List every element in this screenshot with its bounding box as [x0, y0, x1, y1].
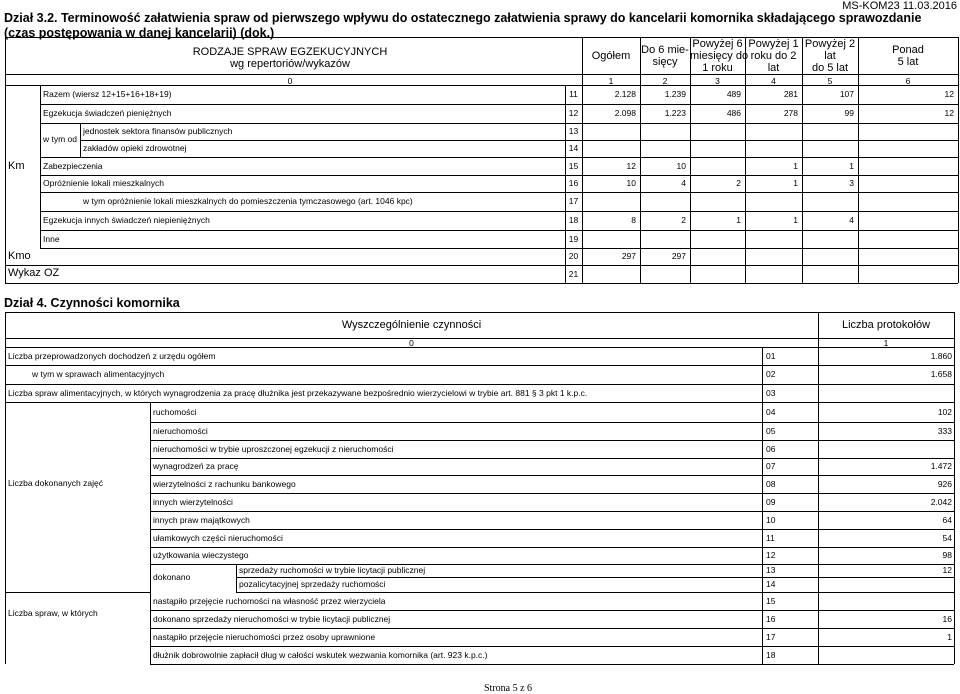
cell-value: 281	[783, 89, 798, 99]
column-header-count: Liczba protokołów	[841, 319, 931, 331]
rule-horizontal	[150, 493, 954, 494]
row-number: 15	[568, 160, 579, 171]
column-header-2: miesięcy do	[690, 49, 749, 62]
rule-horizontal	[80, 140, 958, 141]
row-label: pozalicytacyjnej sprzedaży ruchomości	[239, 579, 386, 589]
cell-value: 1.239	[664, 89, 686, 99]
cell-value: 64	[942, 514, 952, 525]
rule-horizontal	[5, 74, 958, 75]
column-header-4: do 5 lat	[811, 61, 849, 74]
row-number: 16	[766, 613, 776, 624]
section-4-title: Dział 4. Czynności komornika	[4, 296, 180, 310]
rule-horizontal	[150, 564, 236, 565]
row-label: ułamkowych części nieruchomości	[153, 532, 283, 543]
cell-value: 1	[793, 178, 798, 188]
rule-vertical	[5, 85, 6, 283]
cell-value: 1	[736, 215, 741, 225]
cell-value: 3	[849, 178, 854, 188]
section-title: Dział 3.2. Terminowość załatwienia spraw od pierwszego wpływu do ostatecznego załatwienia sprawy do kancelarii komornika składającego sprawozdanie (czas postępowania w danej kancelarii) (dok.)	[4, 11, 922, 40]
group-label-spraw: Liczba spraw, w których	[8, 608, 98, 618]
column-number: 1	[883, 338, 889, 348]
column-header-2: Powyżej 6	[692, 37, 743, 50]
cell-value: 8	[631, 215, 636, 225]
rule-horizontal	[5, 592, 150, 593]
rule-vertical	[762, 347, 763, 664]
label-km: Km	[8, 160, 25, 172]
row-label: Liczba przeprowadzonych dochodzeń z urzędu ogółem	[8, 351, 216, 361]
row-label: w tym opróżnienie lokali mieszkalnych do pomieszczenia tymczasowego (art. 1046 kpc)	[83, 196, 413, 206]
cell-value: 1	[849, 160, 854, 171]
cell-value: 12	[942, 565, 952, 575]
row-number: 18	[766, 649, 776, 660]
column-number: 1	[608, 76, 614, 86]
cell-value: 4	[681, 178, 686, 188]
cell-value: 99	[844, 108, 854, 118]
rule-vertical	[5, 347, 6, 664]
row-label: Opróżnienie lokali mieszkalnych	[43, 178, 164, 188]
cell-value: 10	[676, 160, 686, 171]
rule-horizontal	[5, 365, 954, 366]
row-number: 18	[568, 215, 579, 225]
cell-value: 1.472	[930, 461, 952, 471]
row-number: 11	[569, 89, 578, 99]
rule-horizontal	[150, 458, 954, 459]
rule-horizontal	[40, 104, 958, 105]
column-header-0: Ogółem	[591, 49, 631, 62]
cell-value: 4	[849, 215, 854, 225]
column-number: 6	[905, 76, 911, 86]
rule-vertical	[236, 564, 237, 592]
row-label: nastąpiło przejęcie nieruchomości przez osoby uprawnione	[153, 631, 376, 642]
cell-value: 12	[944, 108, 954, 118]
cell-value: 2.042	[930, 496, 952, 507]
row-label: sprzedaży ruchomości w trybie licytacji publicznej	[239, 565, 426, 575]
column-header-4: Powyżej 2	[804, 37, 856, 50]
rule-horizontal	[150, 511, 954, 512]
column-number: 2	[662, 76, 668, 86]
rule-horizontal	[236, 592, 954, 593]
row-number: 07	[766, 461, 776, 471]
row-label: w tym w sprawach alimentacyjnych	[32, 369, 165, 379]
cell-value: 297	[621, 251, 636, 261]
column-header-repertoria: wg repertoriów/wykazów	[230, 58, 350, 70]
cell-value: 1.223	[664, 108, 686, 118]
row-number: 13	[766, 565, 776, 575]
row-number: 12	[568, 108, 579, 118]
cell-value: 12	[944, 89, 954, 99]
rule-horizontal	[40, 175, 958, 176]
rule-horizontal	[40, 157, 958, 158]
rule-horizontal	[150, 475, 954, 476]
cell-value: 54	[942, 532, 952, 543]
rule-vertical	[958, 37, 959, 85]
rule-horizontal	[150, 646, 954, 647]
row-number: 14	[766, 579, 776, 589]
row-number: 01	[766, 351, 776, 361]
column-header-4: lat	[824, 49, 836, 62]
column-header-3: roku do 2	[750, 49, 797, 62]
row-label: Inne	[43, 233, 60, 244]
row-label: innych wierzytelności	[153, 496, 233, 507]
cell-value: 16	[942, 613, 952, 624]
cell-value: 2.098	[614, 108, 636, 118]
rule-horizontal	[150, 440, 954, 441]
column-header-2: 1 roku	[702, 61, 733, 74]
label-w-tym-od: w tym od	[43, 134, 78, 144]
row-number: 08	[766, 478, 776, 489]
column-header-3: Powyżej 1	[748, 37, 799, 50]
page-footer: Strona 5 z 6	[484, 683, 533, 694]
column-header-5: 5 lat	[897, 55, 919, 68]
cell-value: 333	[937, 425, 952, 436]
row-label: nieruchomości	[153, 425, 208, 436]
row-number: 14	[568, 143, 579, 153]
rule-horizontal	[40, 248, 958, 249]
row-number: 19	[568, 233, 579, 244]
label-wykaz-oz: Wykaz OZ	[8, 267, 60, 279]
row-label: ruchomości	[153, 406, 197, 417]
rule-horizontal	[150, 610, 954, 611]
cell-value: 486	[726, 108, 741, 118]
rule-horizontal	[40, 211, 958, 212]
label-dokonano: dokonano	[153, 572, 191, 582]
rule-vertical	[150, 402, 151, 664]
row-label: Egzekucja świadczeń pieniężnych	[43, 108, 172, 118]
rule-vertical	[5, 37, 6, 85]
cell-value: 1	[793, 160, 798, 171]
label-kmo: Kmo	[8, 250, 31, 262]
rule-horizontal	[40, 230, 958, 231]
column-header-1: Do 6 mie-	[641, 43, 689, 56]
row-number: 15	[766, 595, 776, 606]
row-label: Liczba spraw alimentacyjnych, w których wynagrodzenia za pracę dłużnika jest przekazywane bezpośrednio wierzycielowi w trybie art. 881 § 3 pkt 1 k.p.c.	[8, 387, 588, 398]
row-label: Zabezpieczenia	[43, 160, 103, 171]
cell-value: 102	[937, 406, 952, 417]
row-label: innych praw majątkowych	[153, 514, 250, 525]
row-label: nieruchomości w trybie uproszczonej egzekucji z nieruchomości	[153, 443, 394, 454]
rule-vertical	[958, 85, 959, 283]
row-label: wierzytelności z rachunku bankowego	[153, 478, 296, 489]
group-label-zajec: Liczba dokonanych zajęć	[8, 478, 103, 488]
column-number: 3	[715, 76, 720, 86]
row-label: wynagrodzeń za pracę	[153, 461, 239, 471]
rule-vertical	[954, 347, 955, 664]
row-number: 17	[568, 196, 579, 206]
column-header-1: sięcy	[652, 55, 678, 68]
row-label: dokonano sprzedaży nieruchomości w trybie licytacji publicznej	[153, 613, 391, 624]
rule-horizontal	[40, 123, 958, 124]
column-header-spec: Wyszczególnienie czynności	[341, 319, 482, 331]
cell-value: 2	[736, 178, 741, 188]
column-header-3: lat	[767, 61, 780, 74]
rule-horizontal	[5, 312, 954, 313]
row-number: 06	[766, 443, 776, 454]
cell-value: 1	[947, 631, 952, 642]
row-number: 20	[568, 251, 579, 261]
row-number: 09	[766, 496, 776, 507]
rule-horizontal	[5, 283, 958, 284]
column-header-rodzaje: RODZAJE SPRAW EGZEKUCYJNYCH	[192, 46, 388, 58]
rule-horizontal	[5, 402, 954, 403]
cell-value: 12	[626, 160, 636, 171]
row-number: 10	[766, 514, 776, 525]
rule-horizontal	[150, 422, 954, 423]
rule-horizontal	[40, 192, 958, 193]
row-number: 11	[766, 532, 775, 543]
cell-value: 297	[671, 251, 686, 261]
cell-value: 10	[626, 178, 636, 188]
column-number: 4	[771, 76, 776, 86]
row-label: użytkowania wieczystego	[153, 550, 249, 560]
cell-value: 2.128	[614, 89, 636, 99]
row-number: 04	[766, 406, 776, 417]
cell-value: 278	[783, 108, 798, 118]
cell-value: 1.860	[930, 351, 952, 361]
rule-horizontal	[236, 577, 954, 578]
cell-value: 1.658	[930, 369, 952, 379]
cell-value: 98	[942, 550, 952, 560]
rule-vertical	[80, 123, 81, 157]
row-number: 03	[766, 387, 776, 398]
document-code: MS-KOM23 11.03.2016	[842, 0, 957, 12]
row-label: Razem (wiersz 12+15+16+18+19)	[43, 89, 172, 99]
column-number: 5	[827, 76, 833, 86]
cell-value: 926	[937, 478, 952, 489]
rule-vertical	[40, 85, 41, 248]
cell-value: 489	[726, 89, 741, 99]
row-number: 05	[766, 425, 776, 436]
row-number: 17	[766, 631, 776, 642]
row-number: 12	[766, 550, 776, 560]
rule-horizontal	[5, 384, 954, 385]
row-number: 13	[568, 126, 579, 136]
row-number: 02	[766, 369, 776, 379]
column-number: 0	[287, 76, 293, 86]
column-number: 0	[409, 338, 414, 348]
rule-vertical	[954, 312, 955, 347]
rule-vertical	[858, 85, 859, 283]
row-label: nastąpiło przejęcie ruchomości na własność przez wierzyciela	[153, 595, 386, 606]
rule-horizontal	[150, 547, 954, 548]
row-number: 21	[568, 268, 579, 279]
row-label: dłużnik dobrowolnie zapłacił dług w całości wskutek wezwania komornika (art. 923 k.p.c.)	[153, 649, 488, 660]
row-number: 16	[568, 178, 579, 188]
cell-value: 107	[839, 89, 854, 99]
rule-horizontal	[5, 265, 958, 266]
rule-horizontal	[150, 664, 954, 665]
cell-value: 1	[793, 215, 798, 225]
cell-value: 2	[681, 215, 686, 225]
row-label: zakładów opieki zdrowotnej	[83, 143, 187, 153]
row-label: Egzekucja innych świadczeń niepieniężnych	[43, 215, 210, 225]
rule-horizontal	[150, 628, 954, 629]
row-label: jednostek sektora finansów publicznych	[83, 126, 233, 136]
column-header-5: Ponad	[892, 43, 924, 56]
rule-horizontal	[150, 529, 954, 530]
